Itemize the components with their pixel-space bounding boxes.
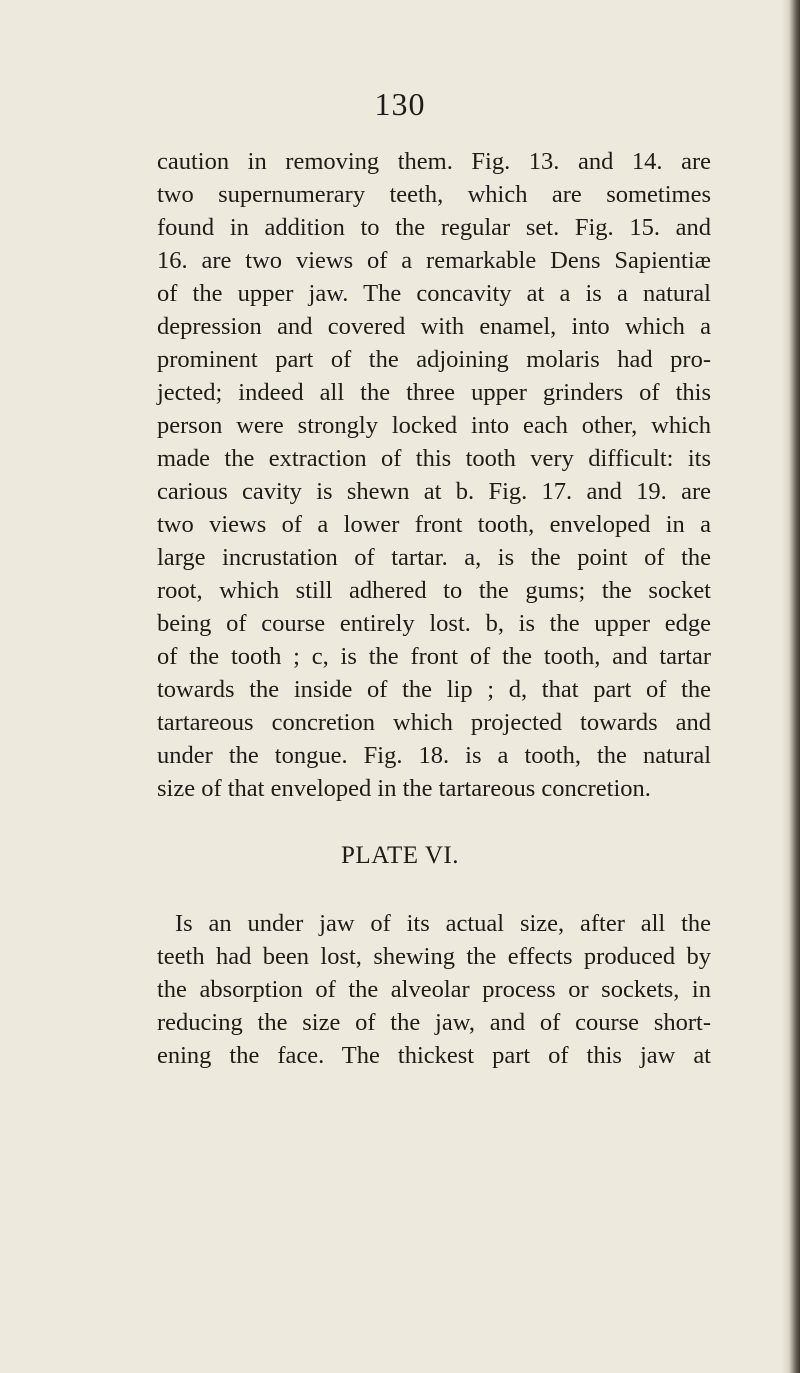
text-line: found in addition to the regular set. Fig. 15. and (157, 214, 711, 241)
text-line: being of course entirely lost. b, is the upper edge (157, 610, 711, 637)
text-line: large incrustation of tartar. a, is the point of the (157, 544, 711, 571)
text-line: caution in removing them. Fig. 13. and 14. are (157, 148, 711, 175)
text-line: towards the inside of the lip ; d, that part of the (157, 676, 711, 703)
text-line: size of that enveloped in the tartareous concretion. (157, 775, 651, 802)
text-line: root, which still adhered to the gums; the socket (157, 577, 711, 604)
page-edge-shadow (782, 0, 800, 1373)
text-line: two supernumerary teeth, which are sometimes (157, 181, 711, 208)
text-line: Is an under jaw of its actual size, after all the (175, 910, 711, 937)
text-line: of the upper jaw. The concavity at a is a natural (157, 280, 711, 307)
text-line: of the tooth ; c, is the front of the tooth, and tartar (157, 643, 711, 670)
text-line: jected; indeed all the three upper grinders of this (157, 379, 711, 406)
text-line: made the extraction of this tooth very difficult: its (157, 445, 711, 472)
text-line: two views of a lower front tooth, enveloped in a (157, 511, 711, 538)
text-line: 16. are two views of a remarkable Dens Sapientiæ (157, 247, 711, 274)
section-heading: PLATE VI. (341, 842, 459, 869)
text-line: under the tongue. Fig. 18. is a tooth, the natural (157, 742, 711, 769)
text-line: person were strongly locked into each other, which (157, 412, 711, 439)
text-line: tartareous concretion which projected towards and (157, 709, 711, 736)
text-line: carious cavity is shewn at b. Fig. 17. and 19. are (157, 478, 711, 505)
text-line: ening the face. The thickest part of this jaw at (157, 1042, 711, 1069)
text-line: depression and covered with enamel, into which a (157, 313, 711, 340)
text-line: prominent part of the adjoining molaris had pro- (157, 346, 711, 373)
text-line: the absorption of the alveolar process or sockets, in (157, 976, 711, 1003)
text-line: reducing the size of the jaw, and of course short- (157, 1009, 711, 1036)
text-line: teeth had been lost, shewing the effects produced by (157, 943, 711, 970)
page-number: 130 (374, 86, 426, 122)
